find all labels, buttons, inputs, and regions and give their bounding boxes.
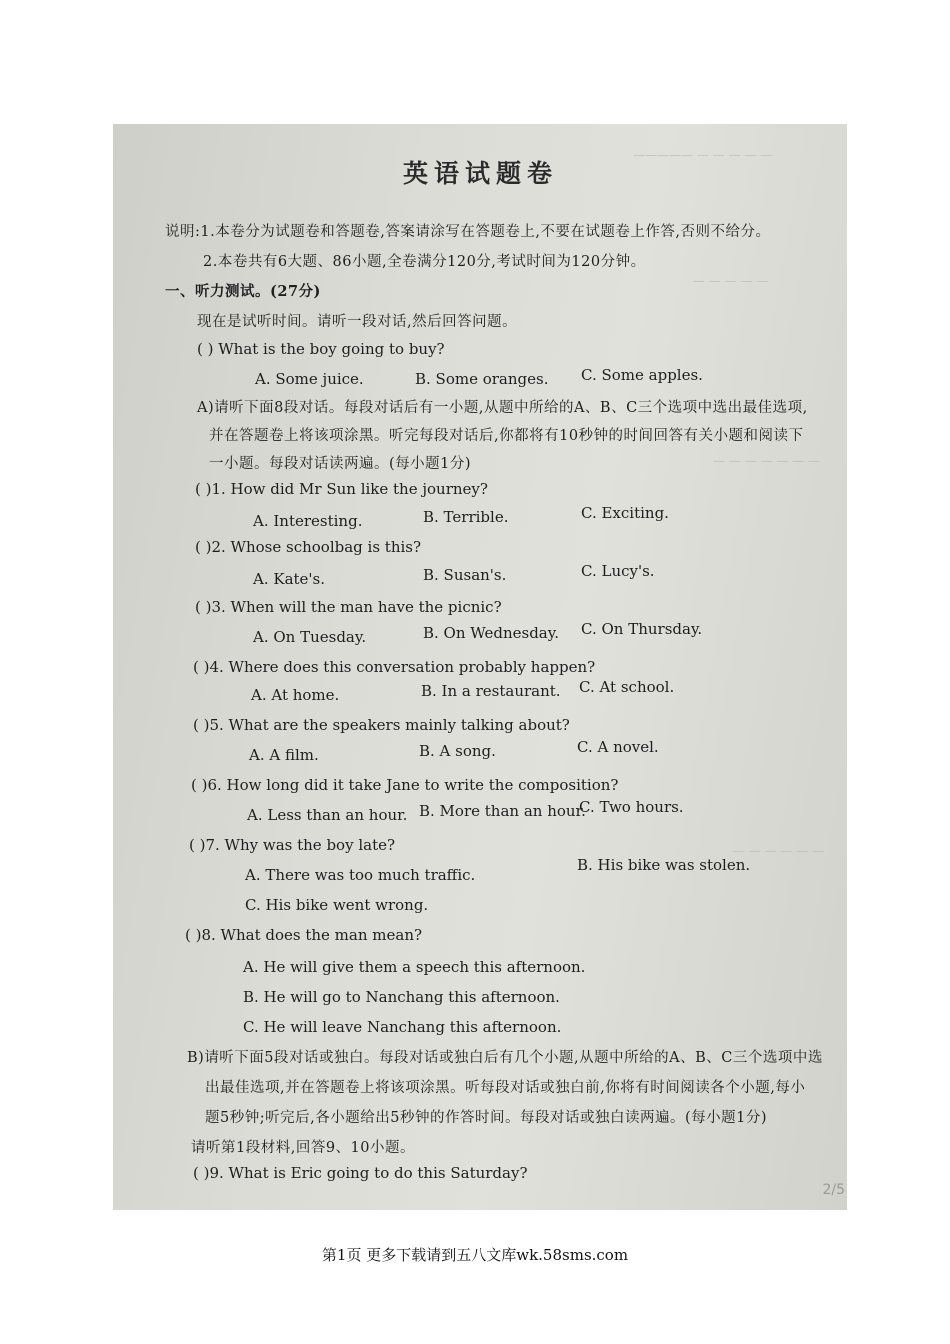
q7-option-a: A. There was too much traffic. — [245, 866, 476, 884]
question-7: ( )7. Why was the boy late? — [189, 836, 396, 854]
q1-option-a: A. Interesting. — [253, 512, 363, 530]
instruction-1: 说明:1.本卷分为试题卷和答题卷,答案请涂写在答题卷上,不要在试题卷上作答,否则不给分。 — [165, 224, 771, 240]
q2-option-c: C. Lucy's. — [581, 562, 655, 580]
question-9: ( )9. What is Eric going to do this Saturday? — [193, 1164, 528, 1182]
q4-option-a: A. At home. — [251, 686, 340, 704]
scanned-exam-photo: ————— — — — — — — — — — — — — — — — — — — — — — — — 英语试题卷 说明:1.本卷分为试题卷和答题卷,答案请涂写在答题卷上,不要在试题卷上作答,否则不给分。 2.本卷共有6大题、86小题,全卷满分120分,考试时间为120分钟。 一、听力测试。(27分) 现在是试听时间。请听一段对话,然后回答问题。 ( ) What is the boy going to buy? A. Some juice. B. Some oranges. C. Some apples. A)请听下面8段对话。每段对话后有一小题,从题中所给的A、B、C三个选项中选出最佳选项, 并在答题卷上将该项涂黑。听完每段对话后,你都将有10秒钟的时间回答有关小题和阅读下 一小题。每段对话读两遍。(每小题1分) ( )1. How did Mr Sun like the journey? A. Interesting. B. Terrible. C. Exciting. ( )2. Whose schoolbag is this? A. Kate's. B. Susan's. C. Lucy's. ( )3. When will the man have the picnic? A. On Tuesday. B. On Wednesday. C. On Thursday. ( )4. Where does this conversation probably happen? A. At home. B. In a restaurant. C. At school. ( )5. What are the speakers mainly talking about? A. A film. B. A song. C. A novel. ( )6. How long did it take Jane to write the composition? A. Less than an hour. B. More than an hour. C. Two hours. ( )7. Why was the boy late? A. There was too much traffic. B. His bike was stolen. C. His bike went wrong. ( )8. What does the man mean? A. He will give them a speech this afternoon. B. He will go to Nanchang this afternoon. C. He will leave Nanchang this afternoon. B)请听下面5段对话或独白。每段对话或独白后有几个小题,从题中所给的A、B、C三个选项中选 出最佳选项,并在答题卷上将该项涂黑。听每段对话或独白前,你将有时间阅读各个小题,每小 题5秒钟;听完后,各小题给出5秒钟的作答时间。每段对话或独白读两遍。(每小题1分) 请听第1段材料,回答9、10小题。 ( )9. What is Eric going to do this Saturday? 2/5 — [113, 124, 847, 1210]
question-1: ( )1. How did Mr Sun like the journey? — [195, 480, 488, 498]
page-footer: 第1页 更多下载请到五八文库wk.58sms.com — [321, 1246, 629, 1264]
material-1-intro: 请听第1段材料,回答9、10小题。 — [191, 1140, 416, 1156]
q2-option-a: A. Kate's. — [253, 570, 326, 588]
question-4: ( )4. Where does this conversation probably happen? — [193, 658, 596, 676]
question-8: ( )8. What does the man mean? — [185, 926, 423, 944]
part-a-intro-3: 一小题。每段对话读两遍。(每小题1分) — [209, 456, 472, 472]
q7-option-b: B. His bike was stolen. — [577, 856, 751, 874]
part-b-intro-3: 题5秒钟;听完后,各小题给出5秒钟的作答时间。每段对话或独白读两遍。(每小题1分) — [205, 1110, 767, 1126]
q5-option-a: A. A film. — [249, 746, 319, 764]
trial-option-b: B. Some oranges. — [415, 370, 549, 388]
trial-option-c: C. Some apples. — [581, 366, 703, 384]
question-2: ( )2. Whose schoolbag is this? — [195, 538, 422, 556]
q5-option-b: B. A song. — [419, 742, 496, 760]
section-1-heading: 一、听力测试。(27分) — [165, 283, 321, 300]
part-a-intro-2: 并在答题卷上将该项涂黑。听完每段对话后,你都将有10秒钟的时间回答有关小题和阅读下 — [209, 428, 804, 444]
q5-option-c: C. A novel. — [577, 738, 659, 756]
exam-title: 英语试题卷 — [403, 159, 559, 188]
q8-option-c: C. He will leave Nanchang this afternoon. — [243, 1018, 562, 1036]
trial-intro: 现在是试听时间。请听一段对话,然后回答问题。 — [197, 314, 518, 330]
q7-option-c: C. His bike went wrong. — [245, 896, 429, 914]
question-3: ( )3. When will the man have the picnic? — [195, 598, 502, 616]
q4-option-c: C. At school. — [579, 678, 675, 696]
question-5: ( )5. What are the speakers mainly talking about? — [193, 716, 570, 734]
q3-option-c: C. On Thursday. — [581, 620, 703, 638]
q3-option-a: A. On Tuesday. — [253, 628, 367, 646]
page-mark: 2/5 — [822, 1182, 845, 1198]
q4-option-b: B. In a restaurant. — [421, 682, 561, 700]
q8-option-a: A. He will give them a speech this afternoon. — [243, 958, 586, 976]
trial-question: ( ) What is the boy going to buy? — [197, 340, 445, 358]
q1-option-b: B. Terrible. — [423, 508, 509, 526]
q2-option-b: B. Susan's. — [423, 566, 507, 584]
q6-option-c: C. Two hours. — [579, 798, 684, 816]
question-6: ( )6. How long did it take Jane to write the composition? — [191, 776, 619, 794]
q8-option-b: B. He will go to Nanchang this afternoon. — [243, 988, 560, 1006]
q6-option-b: B. More than an hour. — [419, 802, 586, 820]
part-a-intro-1: A)请听下面8段对话。每段对话后有一小题,从题中所给的A、B、C三个选项中选出最佳选项, — [197, 400, 808, 416]
instruction-2: 2.本卷共有6大题、86小题,全卷满分120分,考试时间为120分钟。 — [203, 254, 646, 270]
part-b-intro-1: B)请听下面5段对话或独白。每段对话或独白后有几个小题,从题中所给的A、B、C三个选项中选 — [187, 1050, 823, 1066]
q3-option-b: B. On Wednesday. — [423, 624, 559, 642]
q1-option-c: C. Exciting. — [581, 504, 669, 522]
q6-option-a: A. Less than an hour. — [247, 806, 408, 824]
trial-option-a: A. Some juice. — [255, 370, 364, 388]
part-b-intro-2: 出最佳选项,并在答题卷上将该项涂黑。听每段对话或独白前,你将有时间阅读各个小题,每小 — [205, 1080, 806, 1096]
